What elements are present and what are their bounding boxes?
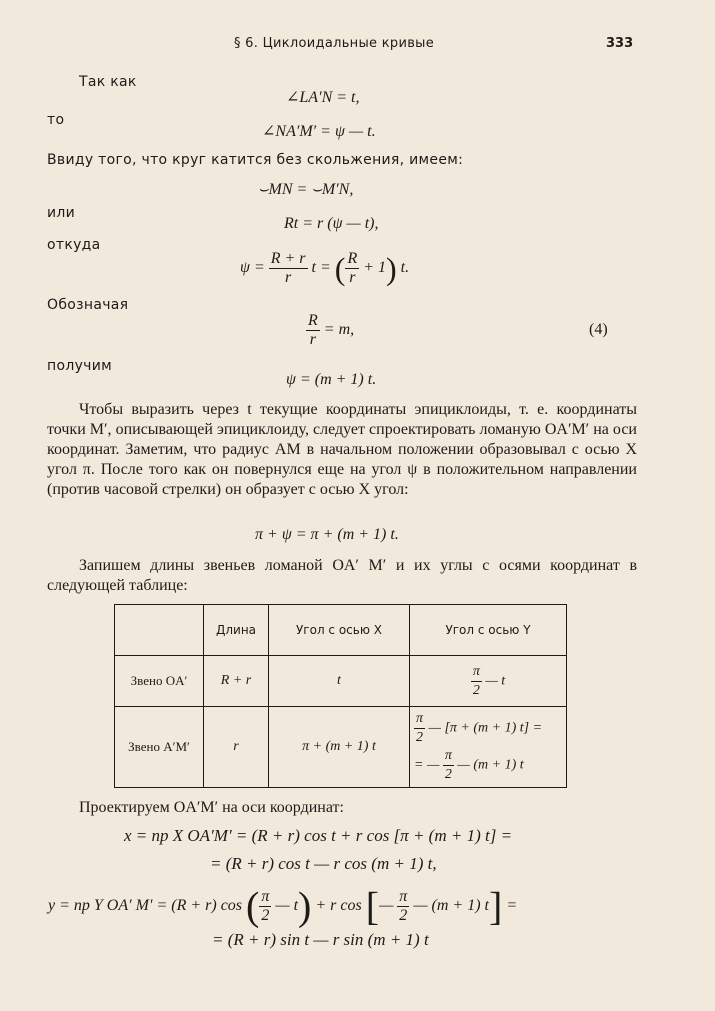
numerator: R [308,311,318,329]
denominator: 2 [416,730,423,745]
formula-psi-fraction: ψ = $\frac{R + r}{r}$ t = ( $\frac{R}{r}$ + 1) t. [240,249,410,287]
text-ili: или [47,205,76,221]
numerator: π [471,663,482,682]
eqy1-mid4: — (m + 1) t [413,897,489,914]
eq5-left: ψ = [240,259,265,276]
fraction-r-plus-r [269,250,308,287]
text-vvidu: Ввиду того, что круг катится без скольжения, имеем: [47,152,464,168]
row2-angle-y [410,707,567,788]
table-header-length: Длина [204,605,269,656]
links-table [114,604,567,788]
row2-length: r [204,707,269,788]
paragraph-projection-intro [47,400,637,500]
eqy1-mid3: — [379,897,394,914]
numerator: π [443,747,454,766]
eq5-tail: + 1 [363,259,387,276]
table-header-angle-x: Угол с осью X [269,605,410,656]
table-header-row [115,605,567,656]
eqy1-mid2: + r cos [315,897,362,914]
numerator: π [261,887,270,905]
text-proj-line: Проектируем OA′M′ на оси координат: [79,799,344,816]
row2-angle-y-line1: — [π + (m + 1) t] = [428,720,543,736]
denominator: 2 [399,906,408,924]
row1-angle-y-rest: — t [485,673,506,689]
table-row [115,707,567,788]
fraction-r-over-r [345,250,359,287]
formula-y-line1: y = пр Y OA′ M′ = (R + r) cos ( $\frac{\pi}{2}$ — t) + r cos [— $\frac{\pi}{2}$ — (m + 1) t] = [48,883,518,929]
formula-x-line1: x = пр X OA′M′ = (R + r) cos t + r cos [π + (m + 1) t] = [124,826,513,845]
paragraph-table-intro [47,556,637,596]
eq5-mid: t = [311,259,331,276]
text-tak-kak: Так как [79,74,137,90]
eqy1-mid1: — t [275,897,299,914]
text-poluchim: получим [47,358,112,374]
section-title: § 6. Циклоидальные кривые [233,36,435,51]
numerator: π [414,710,425,729]
row2-angle-x: π + (m + 1) t [269,707,410,788]
eqy1-end: = [506,897,518,914]
denominator: 2 [472,682,480,698]
formula-angle-nam: ∠NA′M′ = ψ — t. [262,123,376,140]
formula-x-line2: = (R + r) cos t — r cos (m + 1) t, [210,854,437,873]
denominator: 2 [261,906,270,924]
numerator: π [399,887,408,905]
denominator: r [285,268,292,286]
row2-angle-y-lead: = — [414,757,440,773]
formula-m-definition [306,310,354,350]
row1-angle-y [410,656,567,707]
row2-name: Звено A′M′ [115,707,204,788]
denominator: r [349,268,356,286]
formula-rt: Rt = r (ψ — t), [284,215,379,232]
numerator: R [347,249,358,267]
text-otkuda: откуда [47,237,101,253]
denominator: r [309,330,316,348]
formula-y-line2: = (R + r) sin t — r sin (m + 1) t [212,930,429,949]
paragraph1-text: Чтобы выразить через t текущие координаты эпициклоиды, т. е. координаты точки M′, описывающей эпициклоиду, следует спроектировать ломаную OA′M′ на оси координат. Заметим, что радиус AM в начальном положении образовывал с осью X угол π. После того как он повернулся еще на угол ψ в положительном направлении (против часовой стрелки) он образует с осью X угол: [47,401,637,498]
page-number: 333 [606,36,634,51]
row1-name: Звено OA′ [115,656,204,707]
row1-angle-x: t [269,656,410,707]
row2-angle-y-line2: — (m + 1) t [457,757,524,773]
eq6-rest: = m, [323,321,355,338]
equation-tag-4: (4) [589,321,608,338]
table-row [115,656,567,707]
fraction-r-over-r-m [306,312,320,349]
formula-arcs: ⌣MN = ⌣M′N, [258,181,354,198]
formula-pi-plus-psi: π + ψ = π + (m + 1) t. [255,526,399,543]
text-to: то [47,112,65,128]
eqy1-left: y = пр Y OA′ M′ = (R + r) cos [48,897,243,914]
table-header-empty [115,605,204,656]
table-header-angle-y: Угол с осью Y [410,605,567,656]
row1-length: R + r [204,656,269,707]
formula-angle-lan: ∠LA′N = t, [286,89,360,106]
eq5-end: t. [400,259,410,276]
numerator: R + r [270,249,306,267]
formula-psi-m1t: ψ = (m + 1) t. [286,371,377,388]
denominator: 2 [444,767,452,782]
running-header [0,36,715,58]
text-oboznachaya: Обозначая [47,297,129,313]
paragraph2-text: Запишем длины звеньев ломаной OA′ M′ и их углы с осями координат в следующей таблице: [47,557,637,594]
